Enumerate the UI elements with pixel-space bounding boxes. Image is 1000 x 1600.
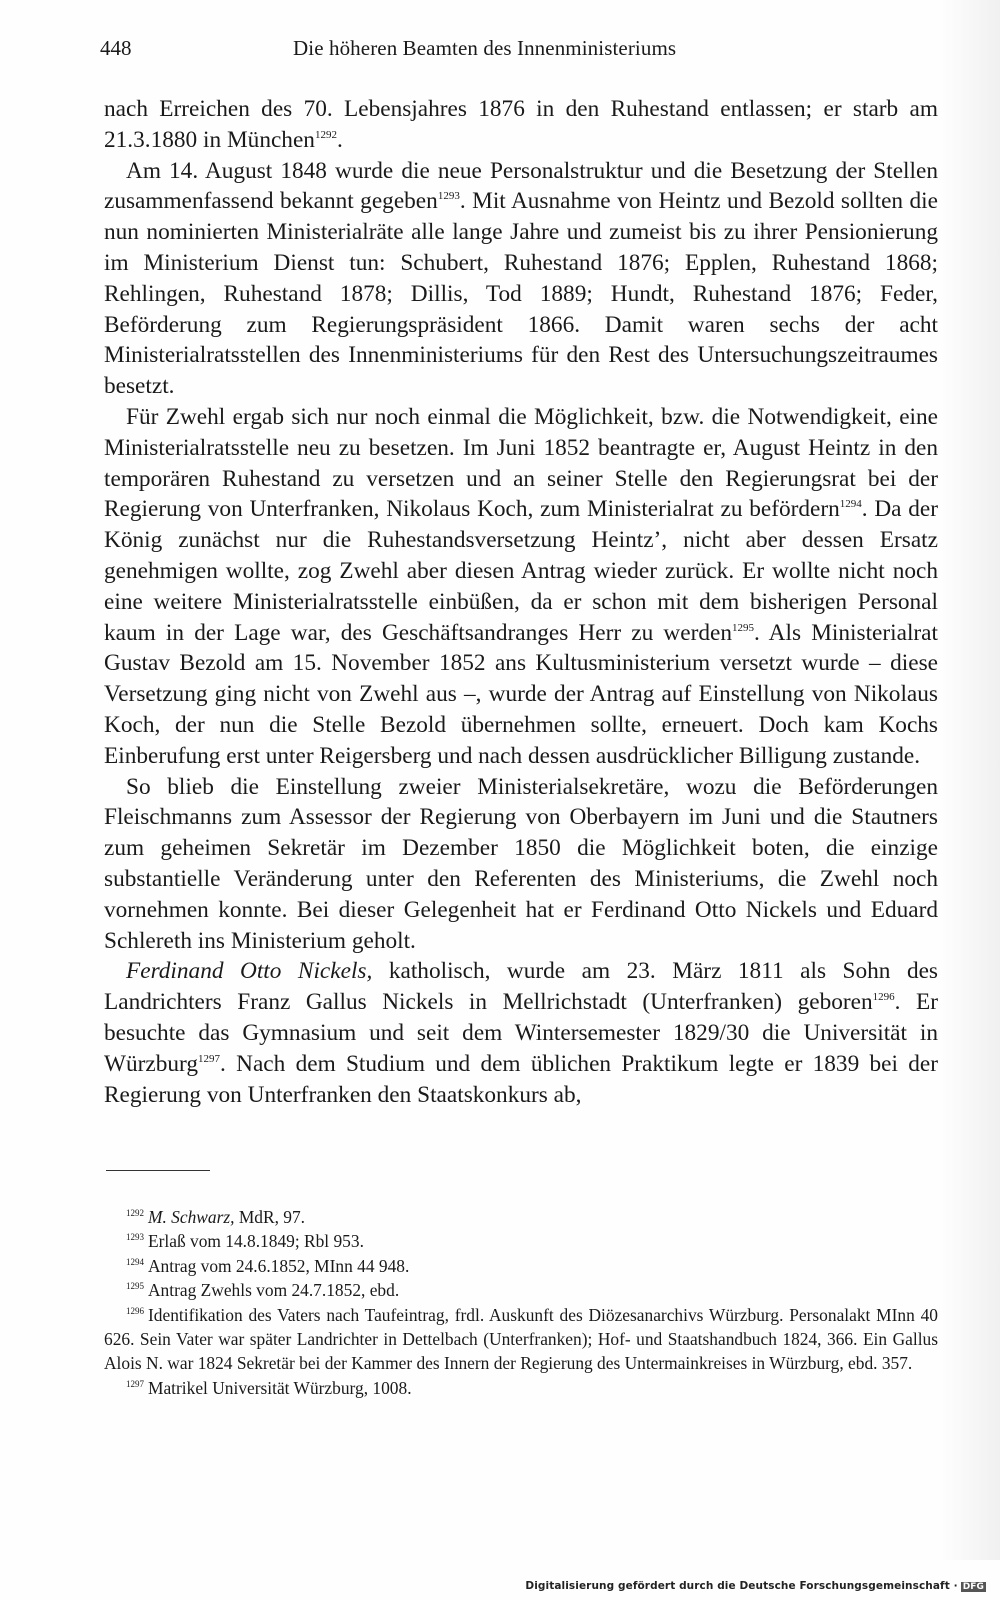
- footnote: $^{1293}$ Erlaß vom 14.8.1849; Rbl 953.: [126, 1231, 364, 1252]
- footnote: $^{1296}$ Identifikation des Vaters nach Taufeintrag, frdl. Auskunft des Diözesanarchivs Würzburg. Personalakt MInn 40 626. Sein Vater war später Landrichter in Dettelbach (Unterfranken); Hof- und Staatshandbuch 1824, 366. Ein Gallus Alois N. war 1824 Sekretär bei der Kammer des Innern der Regierung des Untermainkreises in Würzburg, ebd. 357.: [104, 1304, 938, 1374]
- main-text: [104, 94, 938, 1110]
- running-head: Die höheren Beamten des Innenministeriums: [293, 36, 677, 60]
- paragraph-3: Für Zwehl ergab sich nur noch einmal die Möglichkeit, bzw. die Notwendigkeit, eine Ministerialratsstelle neu zu besetzen. Im Juni 1852 beantragte er, August Heintz in den temporären Ruhestand zu versetzen und an seiner Stelle den Regierungsrat bei der Regierung von Unterfranken, Nikolaus Koch, zum Ministerialrat zu befördern$^{1294}$. Da der König zunächst nur die Ruhestandsversetzung Heintz’, nicht aber dessen Ersatz genehmigen wollte, zog Zwehl aber diesen Antrag wieder zurück. Er wollte nicht noch eine weitere Ministerialratsstelle einbüßen, da er schon mit dem bisherigen Personal kaum in der Lage war, des Geschäftsandranges Herr zu werden$^{1295}$. Als Ministerialrat Gustav Bezold am 15. November 1852 ans Kultusministerium versetzt wurde – diese Versetzung ging nicht von Zwehl aus –, wurde der Antrag auf Einstellung von Nikolaus Koch, der nun die Stelle Bezold übernehmen sollte, erneuert. Doch kam Kochs Einberufung erst unter Reigersberg und nach dessen ausdrücklicher Billigung zustande.: [104, 403, 938, 769]
- paragraph-1: nach Erreichen des 70. Lebensjahres 1876 in den Ruhestand entlassen; er starb am 21.3.1880 in München$^{1292}$.: [104, 96, 938, 153]
- footnotes: [104, 1205, 938, 1400]
- footnote-ref-1297[interactable]: 1297: [198, 1052, 221, 1065]
- footnote-separator: [106, 1170, 210, 1171]
- page-header: [100, 36, 938, 66]
- footnote-ref-1296[interactable]: 1296: [872, 991, 895, 1004]
- footer-text: Digitalisierung gefördert durch die Deutsche Forschungsgemeinschaft ·: [525, 1580, 958, 1592]
- digitization-credit: [525, 1580, 986, 1596]
- page-edge-shadow: [940, 0, 1000, 1560]
- footnote-number: 1292: [126, 1208, 144, 1218]
- footnote-ref-1292[interactable]: 1292: [314, 128, 337, 141]
- footnote-ref-1295[interactable]: 1295: [731, 621, 754, 634]
- footnote-author: M. Schwarz,: [148, 1207, 235, 1227]
- footnote-ref-1294[interactable]: 1294: [839, 498, 862, 511]
- page-number: 448: [100, 36, 132, 60]
- paragraph-5: Ferdinand Otto Nickels, katholisch, wurde am 23. März 1811 als Sohn des Landrichters Franz Gallus Nickels in Mellrichstadt (Unterfranken) geboren$^{1296}$. Er besuchte das Gymnasium und seit dem Wintersemester 1829/30 die Universität in Würzburg$^{1297}$. Nach dem Studium und dem üblichen Praktikum legte er 1839 bei der Regierung von Unterfranken den Staatskonkurs ab,: [104, 958, 938, 1108]
- footnote-ref-1293[interactable]: 1293: [437, 190, 460, 203]
- person-name: Ferdinand Otto Nickels,: [126, 958, 373, 985]
- paragraph-4: So blieb die Einstellung zweier Ministerialsekretäre, wozu die Beförderungen Fleischmanns zum Assessor der Regierung von Oberbayern im Juni und die Stautners zum geheimen Sekretär im Dezember 1850 die Möglichkeit boten, die einzige substantielle Veränderung unter den Referenten des Ministeriums, die Zwehl noch vornehmen konnte. Bei dieser Gelegenheit hat er Ferdinand Otto Nickels und Eduard Schlereth ins Ministerium geholt.: [104, 773, 938, 954]
- footnote: $^{1295}$ Antrag Zwehls vom 24.7.1852, ebd.: [126, 1280, 400, 1301]
- footnote: $^{1297}$ Matrikel Universität Würzburg, 1008.: [126, 1377, 412, 1398]
- footnote-number: 1296: [126, 1305, 144, 1316]
- footnote: $^{1294}$ Antrag vom 24.6.1852, MInn 44 948.: [126, 1255, 410, 1276]
- footnote-number: 1294: [126, 1256, 144, 1267]
- footnote-number: 1293: [126, 1232, 144, 1243]
- footnote-number: 1295: [126, 1281, 144, 1292]
- footnote: $^{1292}$ M. Schwarz, MdR, 97.: [126, 1207, 306, 1227]
- footnote-number: 1297: [126, 1378, 144, 1389]
- dfg-logo: DFG: [962, 1582, 984, 1592]
- paragraph-2: Am 14. August 1848 wurde die neue Personalstruktur und die Besetzung der Stellen zusammenfassend bekannt gegeben$^{1293}$. Mit Ausnahme von Heintz und Bezold sollten die nun nominierten Ministerialräte alle lange Jahre und zumeist bis zu ihrer Pensionierung im Ministerium Dienst tun: Schubert, Ruhestand 1876; Epplen, Ruhestand 1868; Rehlingen, Ruhestand 1878; Dillis, Tod 1889; Hundt, Ruhestand 1876; Feder, Beförderung zum Regierungspräsident 1866. Damit waren sechs der acht Ministerialratsstellen des Innenministeriums für den Rest des Untersuchungszeitraumes besetzt.: [104, 157, 938, 400]
